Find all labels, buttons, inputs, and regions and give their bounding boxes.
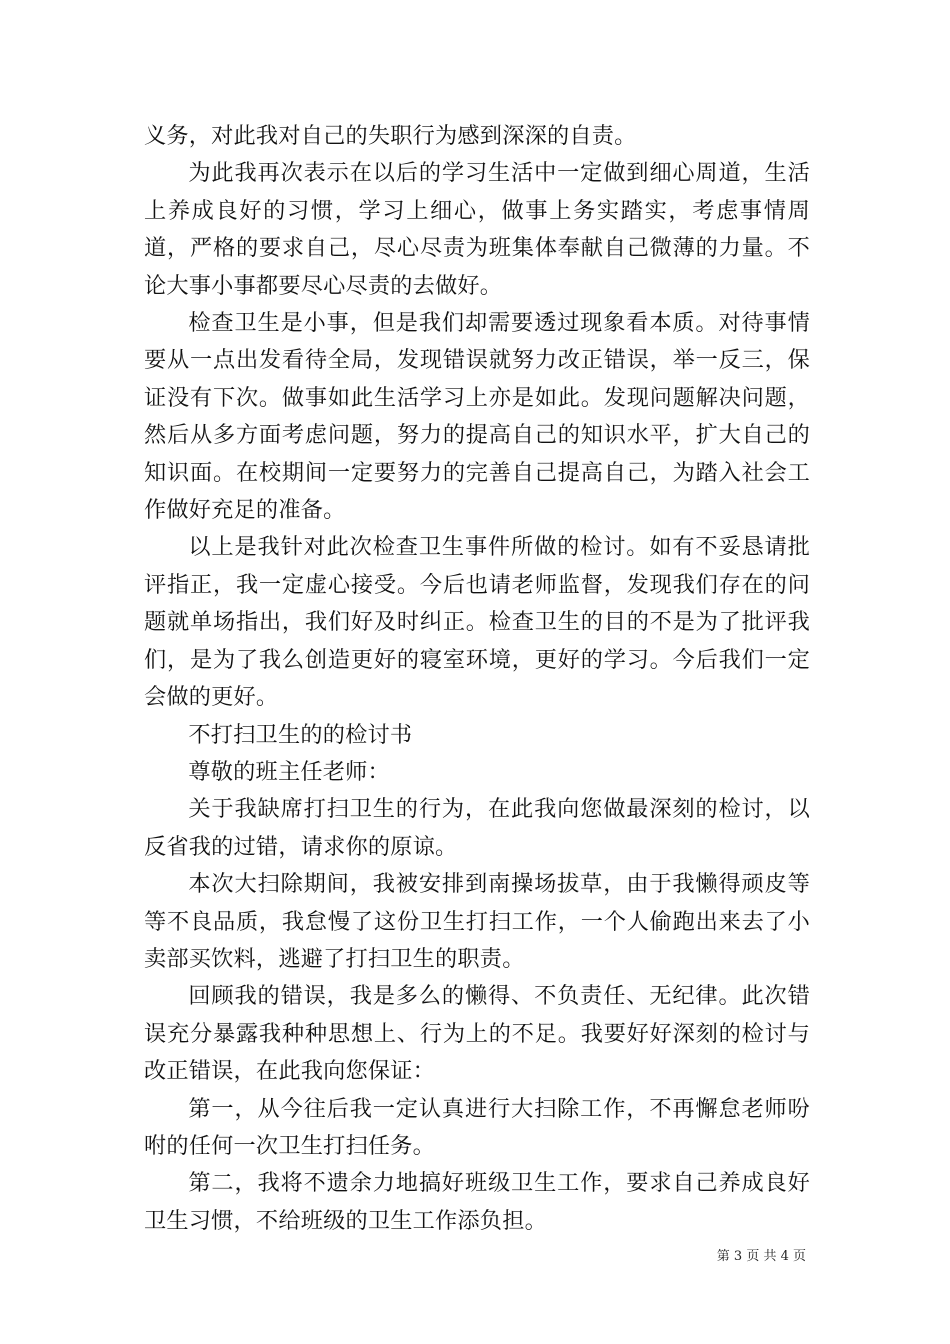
paragraph: 检查卫生是小事，但是我们却需要透过现象看本质。对待事情要从一点出发看待全局，发现错误就努力改正错误，举一反三，保证没有下次。做事如此生活学习上亦是如此。发现问题解决问题，然后从多方面考虑问题，努力的提高自己的知识水平，扩大自己的知识面。在校期间一定要努力的完善自己提高自己，为踏入社会工作做好充足的准备。 <box>144 310 810 524</box>
page-number: 第 3 页 共 4 页 <box>716 1249 806 1264</box>
salutation: 尊敬的班主任老师： <box>188 758 390 785</box>
paragraph: 为此我再次表示在以后的学习生活中一定做到细心周道，生活上养成良好的习惯，学习上细心，做事上务实踏实，考虑事情周道，严格的要求自己，尽心尽责为班集体奉献自己微薄的力量。不论大事小事都要尽心尽责的去做好。 <box>144 160 810 299</box>
document-body <box>144 118 810 1240</box>
paragraph: 以上是我针对此次检查卫生事件所做的检讨。如有不妥恳请批评指正，我一定虚心接受。今后也请老师监督，发现我们存在的问题就单场指出，我们好及时纠正。检查卫生的目的不是为了批评我们，是为了我么创造更好的寝室环境，更好的学习。今后我们一定会做的更好。 <box>144 534 810 711</box>
paragraph: 关于我缺席打扫卫生的行为，在此我向您做最深刻的检讨，以反省我的过错，请求你的原谅。 <box>144 796 810 860</box>
paragraph: 第一，从今往后我一定认真进行大扫除工作，不再懈怠老师吩咐的任何一次卫生打扫任务。 <box>144 1095 810 1159</box>
paragraph: 第二，我将不遗余力地搞好班级卫生工作，要求自己养成良好卫生习惯，不给班级的卫生工作添负担。 <box>144 1170 810 1234</box>
paragraph: 回顾我的错误，我是多么的懒得、不负责任、无纪律。此次错误充分暴露我种种思想上、行为上的不足。我要好好深刻的检讨与改正错误，在此我向您保证： <box>144 983 810 1085</box>
paragraph: 义务，对此我对自己的失职行为感到深深的自责。 <box>144 123 637 149</box>
paragraph: 本次大扫除期间，我被安排到南操场拔草，由于我懒得顽皮等等不良品质，我怠慢了这份卫生打扫工作，一个人偷跑出来去了小卖部买饮料，逃避了打扫卫生的职责。 <box>144 871 810 972</box>
section-heading: 不打扫卫生的的检讨书 <box>188 721 413 748</box>
